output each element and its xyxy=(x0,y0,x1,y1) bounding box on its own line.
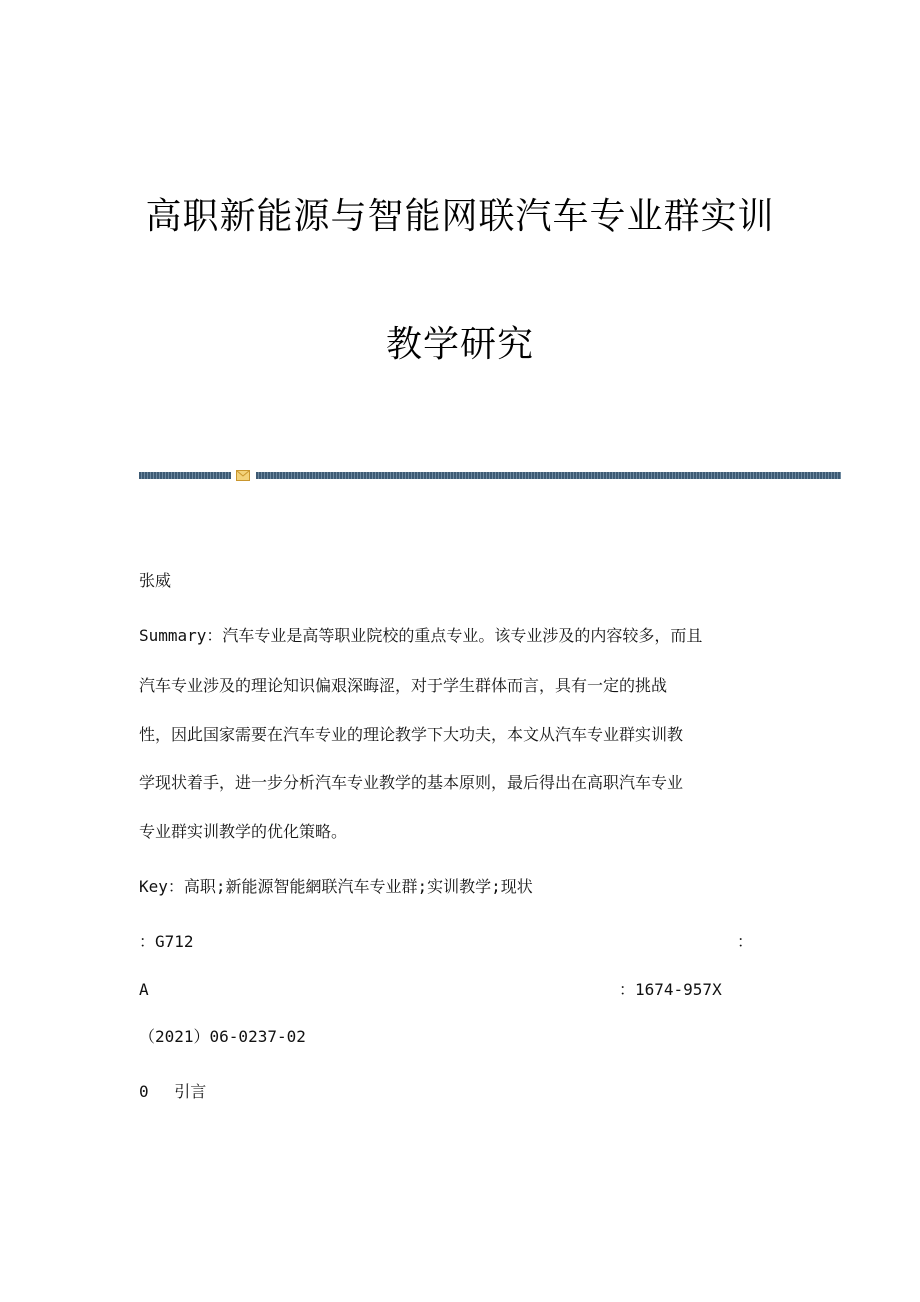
document-code: A xyxy=(139,980,149,999)
document-code-row xyxy=(139,980,759,1000)
summary-line: Summary：汽车专业是高等职业院校的重点专业。该专业涉及的内容较多，而且 xyxy=(139,626,703,645)
summary-line: 学现状着手，进一步分析汽车专业教学的基本原则，最后得出在高职汽车专业 xyxy=(139,773,684,792)
classification-code: ：G712 xyxy=(139,932,194,951)
issue-row xyxy=(139,1027,759,1047)
article-number: ：1674-957X xyxy=(619,980,722,999)
paper-title-line-1: 高职新能源与智能网联汽车专业群实训 xyxy=(145,196,775,237)
summary-line: 专业群实训教学的优化策略。 xyxy=(139,822,348,841)
paper-title-line-2: 教学研究 xyxy=(385,324,534,365)
divider-bar-right xyxy=(256,472,841,479)
summary-line: 性，因此国家需要在汽车专业的理论教学下大功夫，本文从汽车专业群实训教 xyxy=(139,725,684,744)
classification-row xyxy=(139,932,759,952)
author-name: 张威 xyxy=(139,571,172,590)
classification-right-marker: ： xyxy=(737,932,754,951)
section-heading-introduction: 0 引言 xyxy=(139,1082,207,1101)
envelope-icon xyxy=(236,470,250,481)
divider-bar-left xyxy=(139,472,231,479)
keywords-line: Key：高职;新能源智能網联汽车专业群;实训教学;现状 xyxy=(139,877,533,896)
summary-line: 汽车专业涉及的理论知识偏艰深晦涩，对于学生群体而言，具有一定的挑战 xyxy=(139,676,668,695)
title-divider xyxy=(139,471,841,480)
issue-number: （2021）06-0237-02 xyxy=(139,1027,306,1046)
